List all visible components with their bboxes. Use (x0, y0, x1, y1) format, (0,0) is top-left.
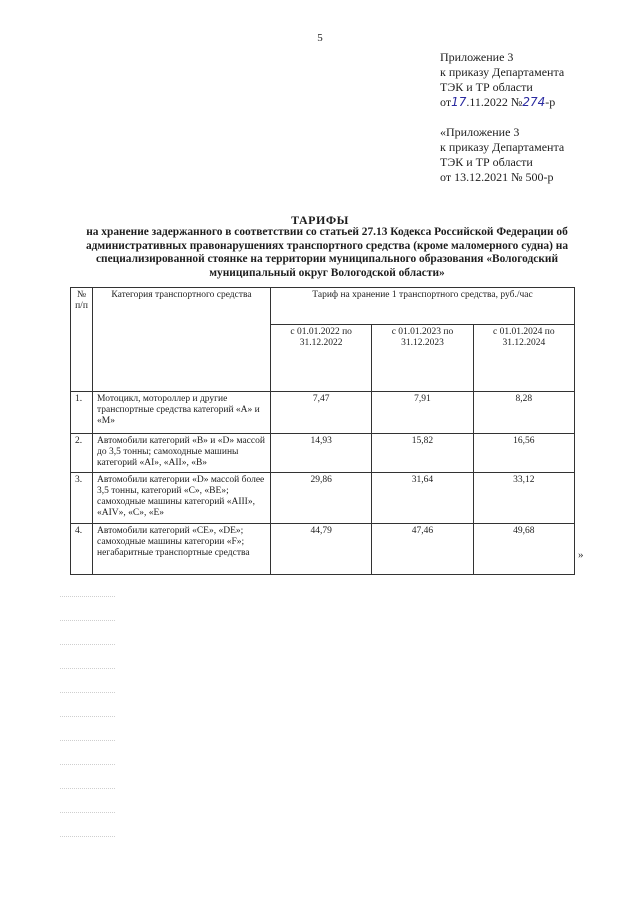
number-suffix: -р (545, 95, 556, 109)
closing-quote: » (578, 549, 584, 561)
tariff-2024: 8,28 (473, 392, 574, 434)
tariff-table (70, 287, 575, 575)
table-header-row (71, 288, 575, 325)
tariff-2023: 47,46 (372, 524, 473, 575)
tariff-2023: 7,91 (372, 392, 473, 434)
tariff-2024: 33,12 (473, 473, 574, 524)
appendix-previous-block (440, 125, 564, 185)
document-title: ТАРИФЫ (291, 213, 349, 227)
row-number: 4. (71, 524, 93, 575)
tariff-2022: 29,86 (271, 473, 372, 524)
header-period-2024: с 01.01.2024 по 31.12.2024 (473, 325, 574, 392)
header-category: Категория транспортного средства (93, 288, 271, 392)
tariff-2023: 31,64 (372, 473, 473, 524)
row-number: 3. (71, 473, 93, 524)
tariff-2022: 14,93 (271, 434, 372, 473)
header-tariff: Тариф на хранение 1 транспортного средства, руб./час (271, 288, 575, 325)
row-category: Автомобили категорий «В» и «D» массой до 3,5 тонны; самоходные машины категорий «АI», «АII», «В» (93, 434, 271, 473)
appendix-title: Приложение 3 (440, 50, 514, 64)
table-row (71, 434, 575, 473)
header-period-2023: с 01.01.2023 по 31.12.2023 (372, 325, 473, 392)
appendix-order-ref: к приказу Департамента (440, 65, 565, 79)
row-category: Автомобили категорий «СЕ», «DЕ»; самоходные машины категории «F»; негабаритные транспортные средства (93, 524, 271, 575)
appendix-department: ТЭК и ТР области (440, 80, 533, 94)
document-subtitle: на хранение задержанного в соответствии со статьей 27.13 Кодекса Российской Федерации об административных правонарушениях транспортного средства (кроме маломерного судна) на специализированной стоянке на территории муниципального образования «Вологодский муниципальный округ Вологодской области» (85, 226, 569, 279)
table-row (71, 392, 575, 434)
tariff-2024: 16,56 (473, 434, 574, 473)
tariff-2022: 44,79 (271, 524, 372, 575)
scan-margin-artifacts (60, 596, 120, 856)
appendix-date-line (440, 95, 564, 110)
prev-appendix-order-ref: к приказу Департамента (440, 140, 565, 154)
tariff-2023: 15,82 (372, 434, 473, 473)
row-number: 2. (71, 434, 93, 473)
header-number: № п/п (71, 288, 93, 392)
date-rest: .11.2022 № (466, 95, 523, 109)
date-prefix: от (440, 95, 452, 109)
handwritten-day: 17 (451, 95, 467, 109)
table-row (71, 473, 575, 524)
row-category: Автомобили категории «D» массой более 3,5 тонны, категорий «С», «ВЕ»; самоходные машины категорий «АIII», «АIV», «С», «Е» (93, 473, 271, 524)
row-category: Мотоцикл, мотороллер и другие транспортные средства категорий «А» и «М» (93, 392, 271, 434)
prev-appendix-department: ТЭК и ТР области (440, 155, 533, 169)
prev-appendix-date: от 13.12.2021 № 500-р (440, 170, 554, 184)
handwritten-number: 274 (522, 95, 546, 109)
tariff-2024: 49,68 (473, 524, 574, 575)
header-period-2022: с 01.01.2022 по 31.12.2022 (271, 325, 372, 392)
table-row (71, 524, 575, 575)
tariff-2022: 7,47 (271, 392, 372, 434)
page-number: 5 (317, 32, 323, 44)
appendix-current-block (440, 50, 564, 110)
row-number: 1. (71, 392, 93, 434)
prev-appendix-title: «Приложение 3 (440, 125, 520, 139)
